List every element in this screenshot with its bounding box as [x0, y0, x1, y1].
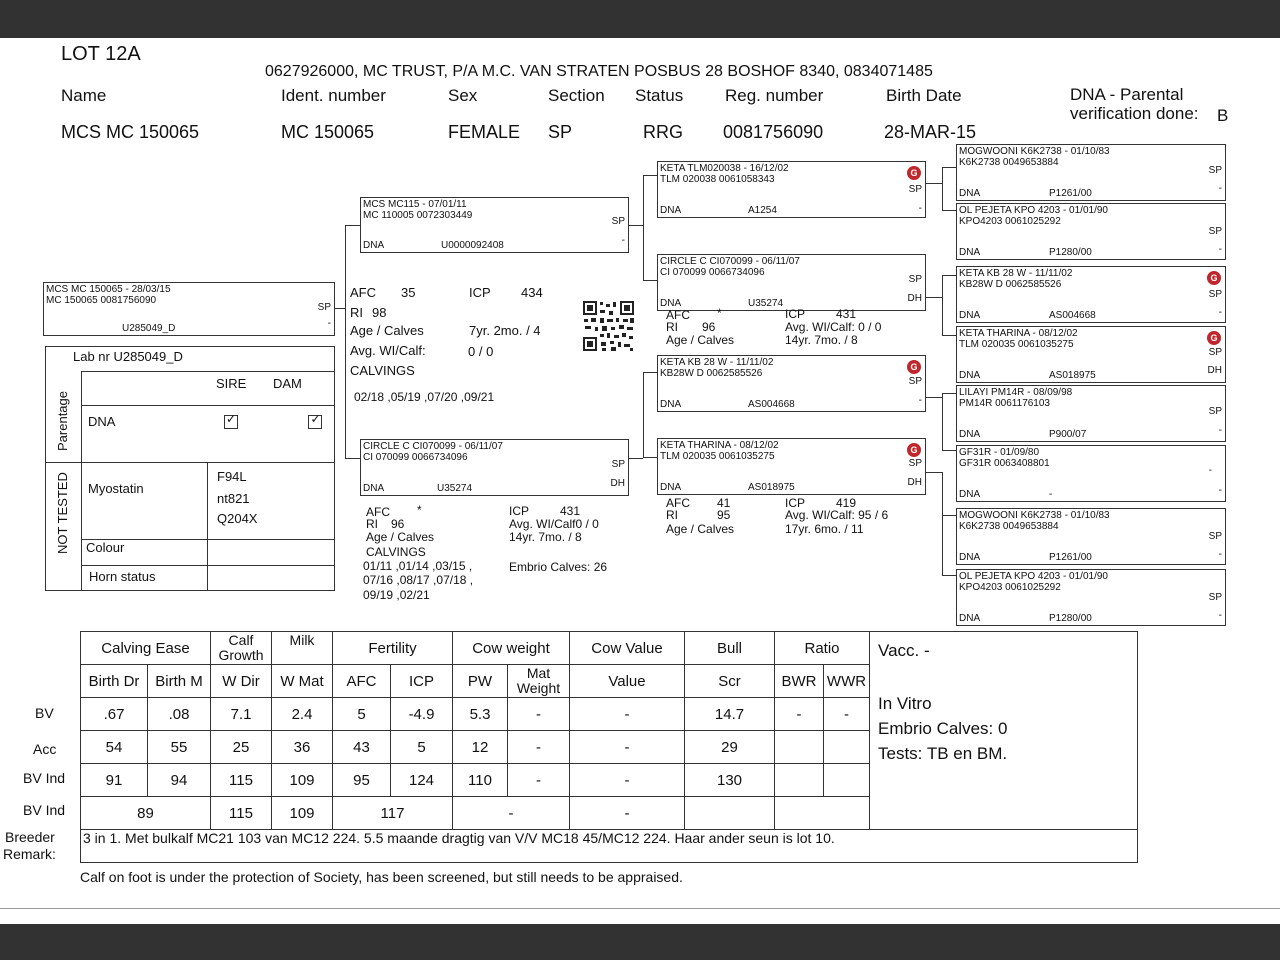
sd-icp: 431 [836, 307, 857, 321]
parentage-label: Parentage [55, 391, 70, 451]
myo-val-2: nt821 [217, 491, 250, 506]
dam-box [360, 439, 629, 496]
dd-age-label: Age / Calves [666, 522, 735, 536]
own-age-label: Age / Calves [350, 323, 424, 338]
gg8-code: P1280/00 [1049, 613, 1092, 624]
label-name: Name [61, 86, 107, 105]
gg3-dna-label: DNA [959, 310, 981, 321]
bvind-cell: - [508, 764, 570, 797]
lab-title: Lab nr U285049_D [73, 349, 183, 364]
horn-label: Horn status [89, 569, 156, 584]
dam-icp: 431 [560, 504, 581, 518]
dam-calvings-label: CALVINGS [366, 545, 426, 559]
sire-dna-label: DNA [363, 240, 385, 251]
dam-age: 14yr. 7mo. / 8 [509, 530, 582, 544]
row-label-bvind2: BV Ind [23, 802, 66, 818]
col-mat-weight: Mat Weight [508, 665, 570, 698]
gg6-line1: GF31R - 01/09/80 [959, 447, 1040, 458]
connector [335, 308, 345, 309]
gg3-code: AS004668 [1049, 310, 1096, 321]
society-logo-icon: G [1207, 331, 1221, 345]
gg3-line2: KB28W D 0062585526 [959, 279, 1062, 290]
gg-box-4 [956, 326, 1226, 383]
sd-sp: SP [908, 274, 922, 285]
dam-wi: Avg. WI/Calf0 / 0 [509, 517, 599, 531]
dam-embrio: Embrio Calves: 26 [509, 560, 608, 574]
group-calving-ease: Calving Ease [81, 632, 211, 665]
bvind-cell: 124 [391, 764, 453, 797]
row-label-bv: BV [35, 705, 54, 721]
group-bull: Bull [685, 632, 775, 665]
gg7-code: P1261/00 [1049, 552, 1092, 563]
dam-ri-label: RI [366, 517, 378, 531]
col-w-dir: W Dir [211, 665, 272, 698]
gg8-line1: OL PEJETA KPO 4203 - 01/01/90 [959, 571, 1108, 582]
gg-box-5 [956, 385, 1226, 442]
gg5-line2: PM14R 0061176103 [959, 398, 1050, 409]
bvind-cell [824, 764, 870, 797]
colour-label: Colour [86, 540, 125, 555]
dd-line2: TLM 020035 0061035275 [660, 451, 775, 462]
sd-afc-label: AFC [666, 308, 690, 322]
embrio-text: Embrio Calves: 0 [878, 719, 1008, 738]
connector [345, 225, 346, 459]
col-birth-m: Birth M [148, 665, 211, 698]
remark-cell: 3 in 1. Met bulkalf MC21 103 van MC12 224. 5.5 maande dragtig van V/V MC18 45/MC12 224. Haar ander seun is lot 10. [81, 830, 1138, 863]
group-cow-weight: Cow weight [453, 632, 570, 665]
animal-status: RRG [643, 122, 683, 142]
self-pedigree-box [43, 282, 335, 336]
dd-icp: 419 [836, 496, 857, 510]
connector [345, 458, 360, 459]
bvind2-cell: 89 [81, 797, 211, 830]
col-icp: ICP [391, 665, 453, 698]
ss-sp: SP [908, 184, 922, 195]
sire-sire-box [657, 161, 926, 218]
myo-val-1: F94L [217, 469, 247, 484]
own-age: 7yr. 2mo. / 4 [469, 323, 541, 338]
gg5-dash: - [1218, 425, 1222, 436]
bvind-cell: 115 [211, 764, 272, 797]
dam-ri: 96 [391, 517, 405, 531]
dam-line1: CIRCLE C CI070099 - 06/11/07 [363, 441, 503, 452]
gg6-line2: GF31R 0063408801 [959, 458, 1050, 469]
animal-section: SP [548, 122, 573, 142]
acc-cell: 36 [272, 731, 333, 764]
ss-dash: - [918, 203, 922, 214]
bv-cell: 2.4 [272, 698, 333, 731]
col-afc: AFC [333, 665, 391, 698]
dam-calvings-2: 07/16 ,08/17 ,07/18 , [363, 573, 474, 587]
dd-afc: 41 [717, 496, 731, 510]
gg-box-8 [956, 569, 1226, 626]
bottom-rule [0, 908, 1280, 909]
bv-cell: - [570, 698, 685, 731]
bvind2-cell: - [453, 797, 570, 830]
gg4-sp: SP [1208, 347, 1222, 358]
side-panel [870, 632, 1138, 830]
gg2-code: P1280/00 [1049, 247, 1092, 258]
label-ident: Ident. number [281, 86, 386, 105]
dam-age-label: Age / Calves [366, 530, 435, 544]
bvind-cell: 110 [453, 764, 508, 797]
self-code: U285049_D [122, 323, 176, 334]
acc-cell: - [570, 731, 685, 764]
bv-cell: - [824, 698, 870, 731]
own-wi-label: Avg. WI/Calf: [350, 343, 426, 358]
connector [629, 458, 643, 459]
own-ri: 98 [372, 305, 387, 320]
dd-icp-label: ICP [785, 496, 806, 510]
bvind2-cell: 109 [272, 797, 333, 830]
dam-dna-label: DNA [363, 483, 385, 494]
bvind-cell [775, 764, 824, 797]
gg-box-2 [956, 203, 1226, 260]
gg3-dash: - [1218, 307, 1222, 318]
acc-cell: 5 [391, 731, 453, 764]
sd-icp-label: ICP [785, 307, 806, 321]
own-ri-label: RI [350, 305, 363, 320]
invitro-text: In Vitro [878, 694, 932, 713]
group-calf-growth: Calf Growth [211, 632, 272, 665]
dam-line2: CI 070099 0066734096 [363, 452, 468, 463]
sire-line1: MCS MC115 - 07/01/11 [363, 199, 467, 210]
gg8-dna-label: DNA [959, 613, 981, 624]
lab-box [45, 346, 335, 591]
gg8-sp: SP [1208, 592, 1222, 603]
own-calvings-label: CALVINGS [350, 363, 415, 378]
group-cow-value: Cow Value [570, 632, 685, 665]
ss-line2: TLM 020038 0061058343 [660, 174, 775, 185]
ss-dna-label: DNA [660, 205, 682, 216]
connector [629, 225, 643, 226]
gg7-dna-label: DNA [959, 552, 981, 563]
remark-label-1: Breeder [5, 829, 55, 845]
dd-dh: DH [907, 477, 922, 488]
acc-cell: 43 [333, 731, 391, 764]
acc-cell: 55 [148, 731, 211, 764]
dam-sire-box [657, 355, 926, 412]
acc-cell: - [508, 731, 570, 764]
ds-sp: SP [908, 376, 922, 387]
row-label-acc: Acc [33, 741, 57, 757]
gg7-sp: SP [1208, 531, 1222, 542]
ds-line1: KETA KB 28 W - 11/11/02 [660, 357, 774, 368]
gg1-dash: - [1218, 183, 1222, 194]
gg3-sp: SP [1208, 289, 1222, 300]
dam-calvings-1: 01/11 ,01/14 ,03/15 , [363, 559, 473, 573]
group-fertility: Fertility [333, 632, 453, 665]
animal-reg: 0081756090 [723, 122, 824, 142]
acc-cell [775, 731, 824, 764]
gg1-line2: K6K2738 0049653884 [959, 157, 1059, 168]
bv-cell: .08 [148, 698, 211, 731]
remark-label-2: Remark: [3, 846, 56, 862]
self-dash: - [327, 318, 331, 329]
col-wwr: WWR [824, 665, 870, 698]
gg7-dash: - [1218, 549, 1222, 560]
dd-wi: Avg. WI/Calf: 95 / 6 [785, 508, 889, 522]
bv-cell: 5.3 [453, 698, 508, 731]
myostatin-label: Myostatin [88, 481, 144, 496]
gg5-code: P900/07 [1049, 429, 1087, 440]
connector [643, 175, 657, 176]
group-ratio: Ratio [775, 632, 870, 665]
sire-dash: - [621, 235, 625, 246]
gg4-line2: TLM 020035 0061035275 [959, 339, 1074, 350]
gg6-dash: - [1218, 485, 1222, 496]
gg2-dash: - [1218, 244, 1222, 255]
gg-box-1 [956, 144, 1226, 201]
connector [643, 372, 657, 373]
dd-line1: KETA THARINA - 08/12/02 [660, 440, 779, 451]
sire-dam-box [657, 254, 926, 311]
bv-cell: .67 [81, 698, 148, 731]
bvind-cell: - [570, 764, 685, 797]
label-reg: Reg. number [725, 86, 824, 105]
vacc-text: Vacc. - [878, 641, 930, 660]
sire-box [360, 197, 629, 253]
animal-ident: MC 150065 [281, 122, 375, 142]
dd-sp: SP [908, 458, 922, 469]
dna-label: DNA [88, 414, 116, 429]
dam-afc: * [417, 503, 422, 517]
dd-ri: 95 [717, 508, 731, 522]
qr-code-icon [582, 300, 635, 352]
own-afc: 35 [401, 285, 416, 300]
dd-code: AS018975 [748, 482, 795, 493]
gg2-line2: KPO4203 0061025292 [959, 216, 1061, 227]
dam-dam-box [657, 438, 926, 495]
connector [643, 280, 657, 281]
bvind2-cell: 115 [211, 797, 272, 830]
gg7-line1: MOGWOONI K6K2738 - 01/10/83 [959, 510, 1110, 521]
tests-text: Tests: TB en BM. [878, 744, 1008, 763]
bvind-cell: 95 [333, 764, 391, 797]
gg1-dna-label: DNA [959, 188, 981, 199]
own-icp-label: ICP [469, 285, 491, 300]
gg3-line1: KETA KB 28 W - 11/11/02 [959, 268, 1073, 279]
gg2-dna-label: DNA [959, 247, 981, 258]
myo-val-3: Q204X [217, 511, 258, 526]
gg6-sp: - [1208, 465, 1212, 476]
bvind2-cell [775, 797, 870, 830]
label-dna-2: verification done: [1070, 104, 1199, 123]
gg8-line2: KPO4203 0061025292 [959, 582, 1061, 593]
label-dna-1: DNA - Parental [1070, 85, 1184, 104]
sire-check-icon [224, 415, 238, 429]
acc-cell: 12 [453, 731, 508, 764]
bv-cell: -4.9 [391, 698, 453, 731]
col-birth-dr: Birth Dr [81, 665, 148, 698]
not-tested-label: NOT TESTED [55, 472, 70, 554]
sd-age-label: Age / Calves [666, 333, 735, 347]
bv-cell: - [508, 698, 570, 731]
footer-note: Calf on foot is under the protection of Society, has been screened, but still needs to be appraised. [80, 869, 683, 885]
dam-sp: SP [611, 459, 625, 470]
col-value: Value [570, 665, 685, 698]
col-pw: PW [453, 665, 508, 698]
sire-sp: SP [611, 216, 625, 227]
dam-check-icon [308, 415, 322, 429]
gg5-line1: LILAYI PM14R - 08/09/98 [959, 387, 1073, 398]
gg2-sp: SP [1208, 226, 1222, 237]
connector [643, 372, 644, 458]
dam-icp-label: ICP [509, 504, 530, 518]
gg6-code: - [1049, 489, 1053, 500]
acc-cell [824, 731, 870, 764]
gg4-dash: DH [1207, 365, 1222, 376]
dam-dh: DH [610, 478, 625, 489]
sd-dh: DH [907, 293, 922, 304]
gg6-dna-label: DNA [959, 489, 981, 500]
col-bwr: BWR [775, 665, 824, 698]
animal-sex: FEMALE [448, 122, 521, 142]
gg-box-3 [956, 266, 1226, 323]
sd-code: U35274 [748, 298, 784, 309]
gg8-dash: - [1218, 610, 1222, 621]
dd-ri-label: RI [666, 508, 678, 522]
gg5-dna-label: DNA [959, 429, 981, 440]
bvind2-cell: - [570, 797, 685, 830]
own-wi: 0 / 0 [468, 344, 494, 359]
sd-line1: CIRCLE C CI070099 - 06/11/07 [660, 256, 800, 267]
bvind-cell: 94 [148, 764, 211, 797]
bvind-cell: 109 [272, 764, 333, 797]
bvind-cell: 130 [685, 764, 775, 797]
ds-code: AS004668 [748, 399, 795, 410]
sd-wi: Avg. WI/Calf: 0 / 0 [785, 320, 882, 334]
acc-cell: 54 [81, 731, 148, 764]
group-milk: Milk [272, 632, 333, 665]
gg1-line1: MOGWOONI K6K2738 - 01/10/83 [959, 146, 1110, 157]
breeding-values-table [80, 631, 1138, 863]
sire-code: U0000092408 [441, 240, 504, 251]
self-line2: MC 150065 0081756090 [46, 295, 157, 306]
connector [345, 225, 360, 226]
sd-age: 14yr. 7mo. / 8 [785, 333, 858, 347]
top-bar [0, 0, 1280, 38]
bottom-bar [0, 924, 1280, 960]
society-logo-icon: G [907, 166, 921, 180]
row-label-bvind: BV Ind [23, 770, 66, 786]
self-line1: MCS MC 150065 - 28/03/15 [46, 284, 171, 295]
col-scr: Scr [685, 665, 775, 698]
own-icp: 434 [521, 285, 543, 300]
ds-line2: KB28W D 0062585526 [660, 368, 763, 379]
bvind-cell: 91 [81, 764, 148, 797]
sd-dna-label: DNA [660, 298, 682, 309]
dna-value: B [1217, 106, 1229, 125]
dd-age: 17yr. 6mo. / 11 [785, 522, 864, 536]
owner-info: 0627926000, MC TRUST, P/A M.C. VAN STRATEN POSBUS 28 BOSHOF 8340, 0834071485 [265, 63, 933, 80]
dd-afc-label: AFC [666, 496, 690, 510]
dam-calvings-3: 09/19 ,02/21 [363, 588, 430, 602]
gg5-sp: SP [1208, 406, 1222, 417]
self-sp: SP [317, 302, 331, 313]
label-birth: Birth Date [886, 86, 962, 105]
gg1-code: P1261/00 [1049, 188, 1092, 199]
society-logo-icon: G [907, 443, 921, 457]
bvind2-cell: 117 [333, 797, 453, 830]
acc-cell: 29 [685, 731, 775, 764]
animal-birth: 28-MAR-15 [884, 122, 977, 142]
sire-label: SIRE [216, 376, 247, 391]
sd-ri-label: RI [666, 320, 678, 334]
bvind2-cell [685, 797, 775, 830]
bv-cell: - [775, 698, 824, 731]
bv-cell: 14.7 [685, 698, 775, 731]
ss-code: A1254 [748, 205, 777, 216]
label-sex: Sex [448, 86, 478, 105]
dam-afc-label: AFC [366, 505, 390, 519]
gg-box-6 [956, 445, 1226, 502]
sd-ri: 96 [702, 320, 716, 334]
acc-cell: 25 [211, 731, 272, 764]
ds-dash: - [918, 395, 922, 406]
col-w-mat: W Mat [272, 665, 333, 698]
own-calvings: 02/18 ,05/19 ,07/20 ,09/21 [354, 390, 495, 404]
bv-cell: 5 [333, 698, 391, 731]
gg1-sp: SP [1208, 165, 1222, 176]
connector [643, 175, 644, 281]
sd-afc: * [717, 306, 722, 320]
ss-line1: KETA TLM020038 - 16/12/02 [660, 163, 789, 174]
dd-dna-label: DNA [660, 482, 682, 493]
sire-line2: MC 110005 0072303449 [363, 210, 473, 221]
dam-label: DAM [273, 376, 302, 391]
bv-cell: 7.1 [211, 698, 272, 731]
label-section: Section [548, 86, 605, 105]
sd-line2: CI 070099 0066734096 [660, 267, 765, 278]
own-afc-label: AFC [350, 285, 376, 300]
gg4-line1: KETA THARINA - 08/12/02 [959, 328, 1078, 339]
animal-name: MCS MC 150065 [61, 122, 200, 142]
lot-number: LOT 12A [61, 43, 141, 65]
gg4-code: AS018975 [1049, 370, 1096, 381]
connector [643, 457, 657, 458]
gg7-line2: K6K2738 0049653884 [959, 521, 1059, 532]
gg2-line1: OL PEJETA KPO 4203 - 01/01/90 [959, 205, 1108, 216]
society-logo-icon: G [1207, 271, 1221, 285]
ds-dna-label: DNA [660, 399, 682, 410]
label-status: Status [635, 86, 684, 105]
dam-code: U35274 [437, 483, 473, 494]
society-logo-icon: G [907, 360, 921, 374]
gg-box-7 [956, 508, 1226, 565]
gg4-dna-label: DNA [959, 370, 981, 381]
